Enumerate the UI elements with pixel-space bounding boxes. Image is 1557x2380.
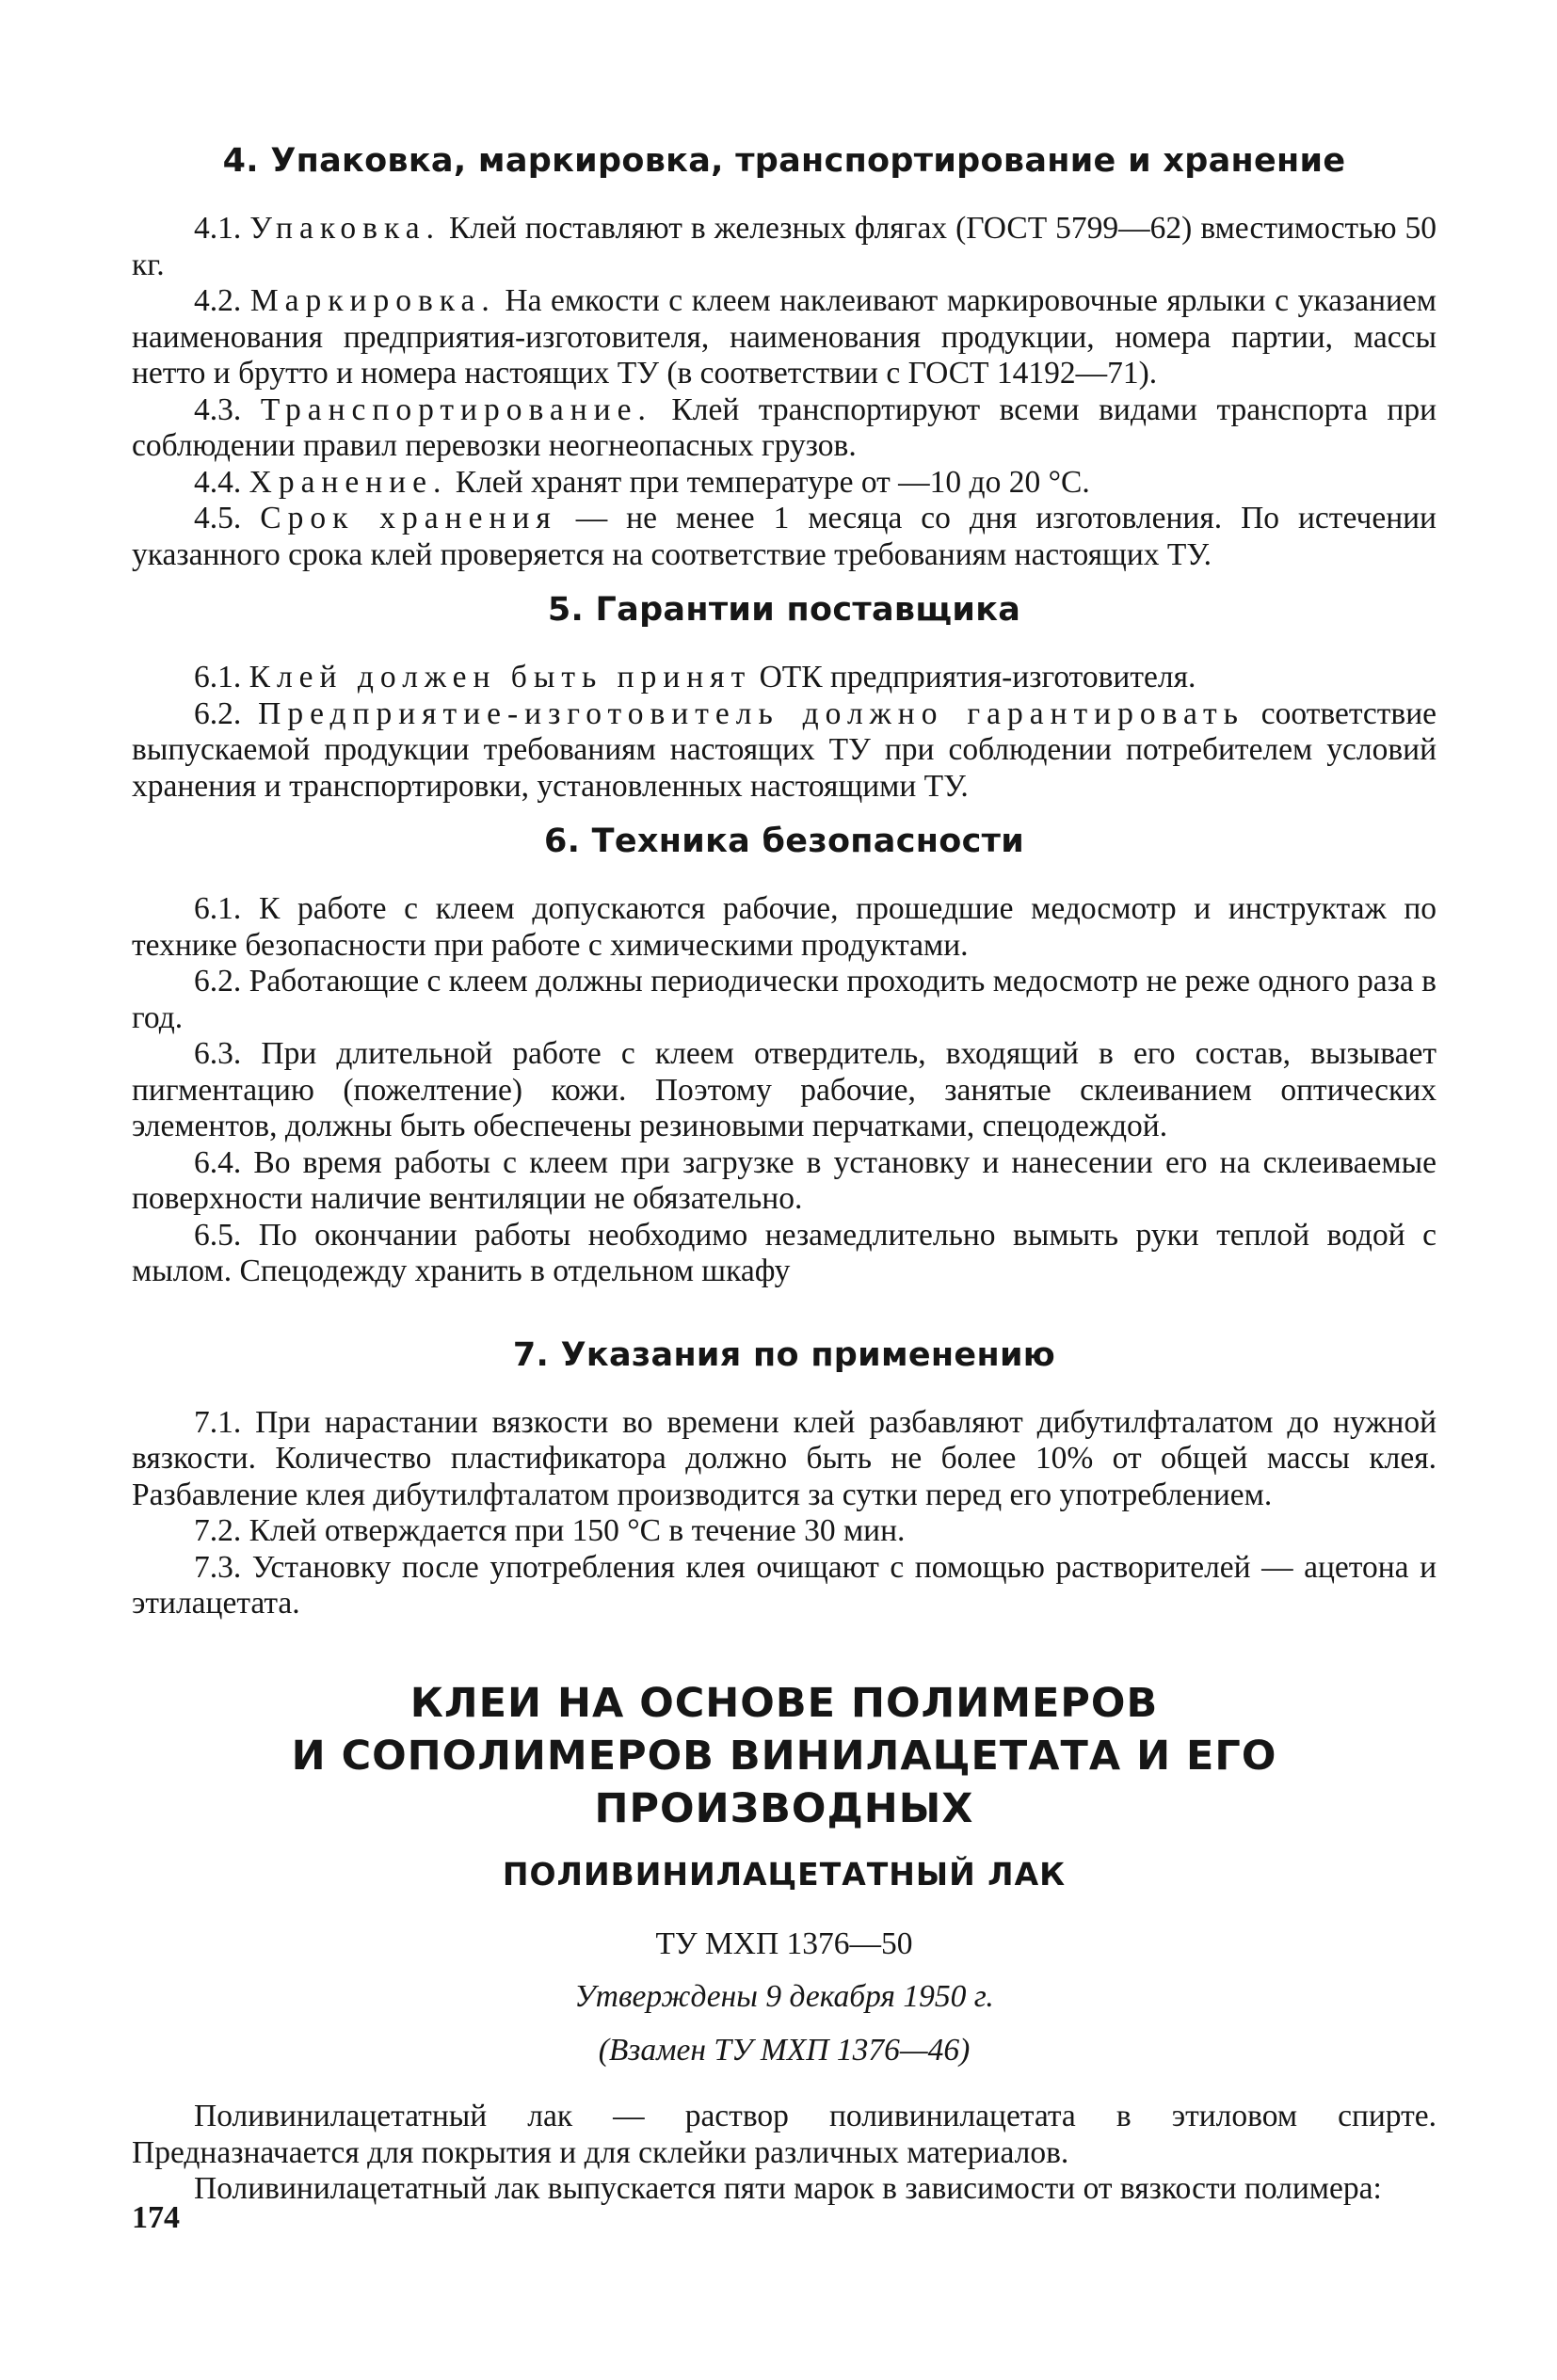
chapter-title bbox=[132, 1677, 1437, 1835]
clause-text: Клей поставляют в железных флягах (ГОСТ 5799—62) вместимостью 50 кг. bbox=[132, 211, 1437, 282]
clause-text: ОТК предприятия-изготовителя. bbox=[751, 660, 1196, 695]
section-4-title: 4. Упаковка, маркировка, транспортирование и хранение bbox=[222, 142, 1346, 180]
clause-term: Клей должен быть принят bbox=[249, 660, 752, 695]
chapter-title-line-2: И СОПОЛИМЕРОВ ВИНИЛАЦЕТАТА И ЕГО ПРОИЗВОДНЫХ bbox=[291, 1732, 1277, 1832]
clause-text: На емкости с клеем наклеивают маркировочные ярлыки с указанием наименования предприятия-изготовителя, наименования продукции, номера партии, массы нетто и брутто и номера настоящих ТУ (в соответствии с ГОСТ 14192—71). bbox=[132, 283, 1437, 391]
paragraph-6-3: 6.3. При длительной работе с клеем отвердитель, входящий в его состав, вызывает пигментацию (пожелтение) кожи. Поэтому рабочие, занятые склеиванием оптических элементов, должны быть обеспечены резиновыми перчатками, спецодеждой. bbox=[132, 1036, 1437, 1143]
paragraph-6-2: 6.2. Работающие с клеем должны периодически проходить медосмотр не реже одного раза в год. bbox=[132, 964, 1437, 1035]
clause-term: Транспортирование. bbox=[260, 391, 652, 427]
paragraph-7-3: 7.3. Установку после употребления клея очищают с помощью растворителей — ацетона и этилацетата. bbox=[132, 1549, 1437, 1621]
clause-number: 4.2. bbox=[194, 283, 242, 318]
replaces-spec: (Взамен ТУ МХП 1376—46) bbox=[598, 2032, 971, 2068]
intro-paragraph-1: Поливинилацетатный лак — раствор поливинилацетата в этиловом спирте. Предназначается для покрытия и для склейки различных материалов. bbox=[132, 2099, 1437, 2170]
clause-text: Клей транспортируют всеми видами транспорта при соблюдении правил перевозки неогнеопасных грузов. bbox=[132, 391, 1437, 463]
clause-number: 4.1. bbox=[194, 211, 242, 246]
clause-term: Предприятие-изготовитель должно гарантировать bbox=[258, 695, 1244, 731]
paragraph-4-2 bbox=[132, 283, 1437, 392]
clause-term: Упаковка. bbox=[249, 211, 441, 246]
clause-text: Клей хранят при температуре от —10 до 20 °С. bbox=[447, 464, 1090, 500]
paragraph-7-1: 7.1. При нарастании вязкости во времени клей разбавляют дибутилфталатом до нужной вязкости. Количество пластификатора должно быть не более 10% от общей массы клея. Разбавление клея дибутилфталатом производится за сутки перед его употреблением. bbox=[132, 1404, 1437, 1512]
spec-number: ТУ МХП 1376—50 bbox=[655, 1925, 913, 1961]
clause-number: 6.1. bbox=[194, 660, 242, 695]
paragraph-6-4: 6.4. Во время работы с клеем при загрузке в установку и нанесении его на склеиваемые поверхности наличие вентиляции не обязательно. bbox=[132, 1144, 1437, 1216]
chapter-title-line-1: КЛЕИ НА ОСНОВЕ ПОЛИМЕРОВ bbox=[409, 1679, 1159, 1727]
paragraph-5-1 bbox=[132, 660, 1437, 696]
clause-text: соответствие выпускаемой продукции требованиям настоящих ТУ при соблюдении потребителем условий хранения и транспортировки, установленных настоящими ТУ. bbox=[132, 695, 1437, 804]
paragraph-4-1 bbox=[132, 211, 1437, 283]
page-number: 174 bbox=[132, 2200, 180, 2235]
paragraph-5-2 bbox=[132, 696, 1437, 806]
paragraph-4-3 bbox=[132, 392, 1437, 465]
clause-term: Срок хранения bbox=[260, 501, 557, 535]
paragraph-7-2: 7.2. Клей отверждается при 150 °С в течение 30 мин. bbox=[194, 1513, 906, 1548]
clause-term: Маркировка. bbox=[249, 283, 496, 318]
paragraph-6-1: 6.1. К работе с клеем допускаются рабочие, прошедшие медосмотр и инструктаж по технике безопасности при работе с химическими продуктами. bbox=[132, 891, 1437, 963]
clause-text: — не менее 1 месяца со дня изготовления. По истечении указанного срока клей проверяется на соответствие требованиям настоящих ТУ. bbox=[132, 501, 1437, 572]
paragraph-6-5: 6.5. По окончании работы необходимо незамедлительно вымыть руки теплой водой с мылом. Спецодежду хранить в отдельном шкафу bbox=[132, 1217, 1437, 1288]
clause-number: 4.5. bbox=[194, 501, 242, 535]
intro-paragraph-2: Поливинилацетатный лак выпускается пяти марок в зависимости от вязкости полимера: bbox=[194, 2171, 1382, 2206]
section-5-title: 5. Гарантии поставщика bbox=[547, 591, 1021, 629]
clause-term: Хранение. bbox=[249, 464, 448, 500]
paragraph-4-4 bbox=[132, 465, 1437, 502]
clause-number: 4.4. bbox=[194, 464, 242, 500]
approval-date: Утверждены 9 декабря 1950 г. bbox=[574, 1979, 994, 2014]
section-7-title: 7. Указания по применению bbox=[512, 1335, 1056, 1374]
clause-number: 6.2. bbox=[194, 695, 242, 731]
product-title: ПОЛИВИНИЛАЦЕТАТНЫЙ ЛАК bbox=[502, 1855, 1067, 1893]
clause-number: 4.3. bbox=[194, 391, 242, 427]
paragraph-4-5 bbox=[132, 501, 1437, 573]
section-6-title: 6. Техника безопасности bbox=[543, 823, 1025, 860]
